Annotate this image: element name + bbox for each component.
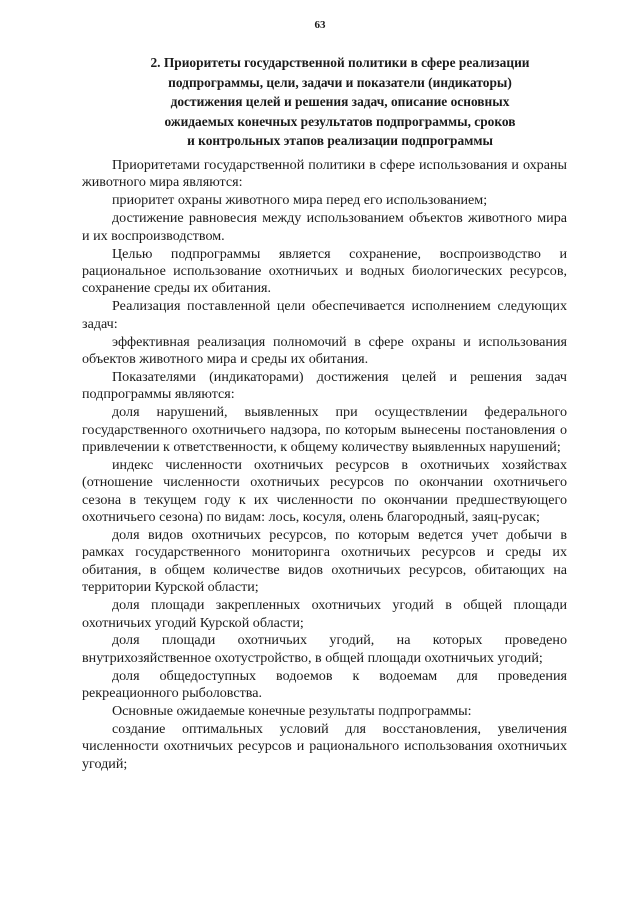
- paragraph: Приоритетами государственной политики в сфере использования и охраны животного мира являются:: [82, 157, 567, 191]
- paragraph: Основные ожидаемые конечные результаты подпрограммы:: [112, 703, 472, 720]
- paragraph: Целью подпрограммы является сохранение, воспроизводство и рациональное использование охотничьих и водных биологических ресурсов, сохранение среды их обитания.: [82, 245, 567, 297]
- paragraph: доля площади охотничьих угодий, на которых проведено внутрихозяйственное охотустройство, в общей площади охотничьих угодий;: [82, 632, 567, 666]
- paragraph: приоритет охраны животного мира перед его использованием;: [112, 192, 488, 209]
- paragraph: эффективная реализация полномочий в сфере охраны и использования объектов животного мира и среды их обитания.: [82, 333, 567, 367]
- heading-line: ожидаемых конечных результатов подпрограммы, сроков: [164, 113, 516, 129]
- paragraph: индекс численности охотничьих ресурсов в охотничьих хозяйствах (отношение численности охотничьих ресурсов по окончании охотничьего сезона в текущем году к их численности по окончании предшествующего охотничьего сезона) по видам: лось, косуля, олень благородный, заяц-русак;: [82, 456, 567, 526]
- section-heading: [80, 53, 600, 151]
- heading-line: подпрограммы, цели, задачи и показатели (индикаторы): [168, 74, 512, 90]
- heading-line: 2. Приоритеты государственной политики в сфере реализации: [150, 55, 530, 70]
- paragraph: Реализация поставленной цели обеспечивается исполнением следующих задач:: [82, 298, 567, 332]
- heading-line: достижения целей и решения задач, описание основных: [170, 94, 510, 110]
- paragraph: доля нарушений, выявленных при осуществлении федерального государственного охотничьего надзора, по которым вынесены постановления о привлечении к ответственности, к общему количеству выявленных нарушений;: [82, 404, 567, 455]
- heading-line: и контрольных этапов реализации подпрограммы: [187, 133, 493, 149]
- paragraph: доля площади закрепленных охотничьих угодий в общей площади охотничьих угодий Курской области;: [82, 597, 567, 631]
- paragraph: создание оптимальных условий для восстановления, увеличения численности охотничьих ресурсов и рационального использования охотничьих угодий;: [82, 721, 567, 772]
- paragraph: Показателями (индикаторами) достижения целей и решения задач подпрограммы являются:: [82, 368, 567, 403]
- paragraph: доля общедоступных водоемов к водоемам для проведения рекреационного рыболовства.: [82, 667, 567, 702]
- document-body: [82, 157, 567, 773]
- paragraph: доля видов охотничьих ресурсов, по которым ведется учет добычи в рамках государственного мониторинга охотничьих ресурсов и среды их обитания, в общем количестве видов охотничьих ресурсов, обитающих на территории Курской области;: [82, 527, 567, 596]
- page-number: 63: [314, 19, 326, 31]
- paragraph: достижение равновесия между использованием объектов животного мира и их воспроизводством.: [82, 210, 567, 244]
